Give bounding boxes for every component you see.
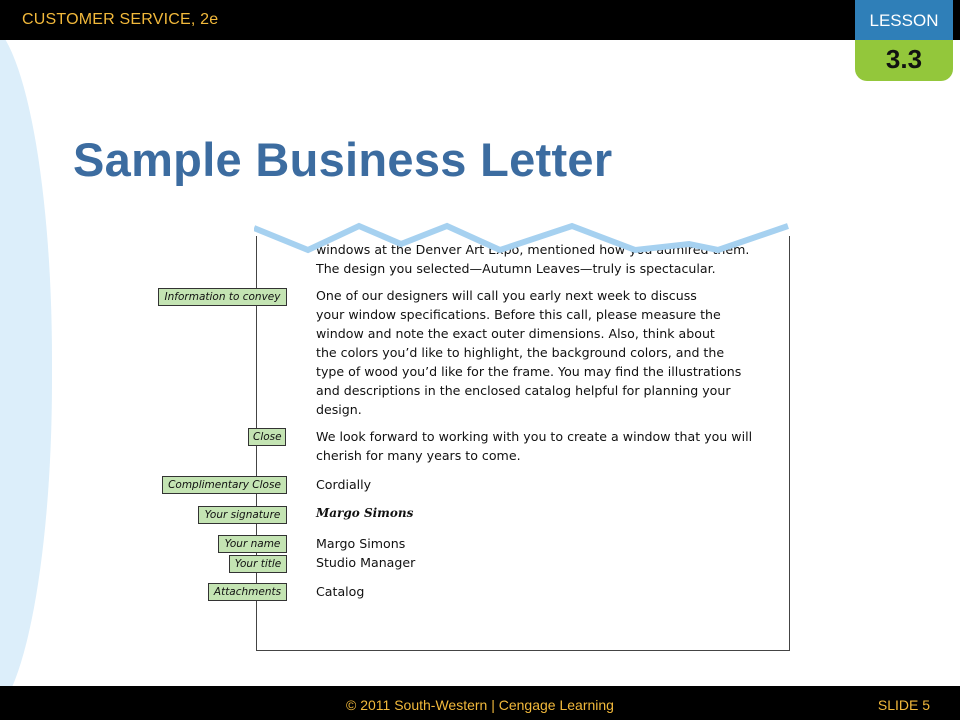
letter-close-paragraph: We look forward to working with you to create a window that you will cherish for many years to come. — [316, 429, 753, 463]
course-title: CUSTOMER SERVICE, 2e — [22, 11, 219, 28]
label-close: Close — [248, 428, 286, 446]
label-your-signature: Your signature — [198, 506, 287, 524]
torn-edge-icon — [254, 216, 794, 260]
footer-copyright: © 2011 South-Western | Cengage Learning — [346, 697, 614, 713]
slide-number: SLIDE 5 — [877, 697, 930, 713]
letter-complimentary-close: Cordially — [316, 477, 372, 492]
letter-information-paragraph: One of our designers will call you early next week to discuss your window specifications. Before this call, please measure the window and note the exact outer dimensions. Also, think about the colors you’d like to highlight, the background colors, and the type of wood you’d like for the frame. You may find the illustrations and descriptions in the enclosed catalog helpful for planning your design. — [316, 288, 742, 417]
label-complimentary-close: Complimentary Close — [162, 476, 287, 494]
letter-signature: Margo Simons — [316, 506, 414, 520]
letter-title: Studio Manager — [316, 555, 416, 570]
letter-attachment: Catalog — [316, 584, 365, 599]
letter-cut-text: windows at the Denver Art Expo, mentioned how you admired them. The design you selected—Autumn Leaves—truly is spectacular. — [316, 242, 750, 276]
label-your-title: Your title — [229, 555, 287, 573]
left-decorative-band — [0, 20, 52, 720]
label-attachments: Attachments — [208, 583, 287, 601]
label-information-to-convey: Information to convey — [158, 288, 287, 306]
letter-name: Margo Simons — [316, 536, 406, 551]
page-title: Sample Business Letter — [73, 133, 613, 186]
lesson-number: 3.3 — [855, 40, 953, 81]
lesson-label: LESSON — [855, 0, 953, 40]
label-your-name: Your name — [218, 535, 287, 553]
